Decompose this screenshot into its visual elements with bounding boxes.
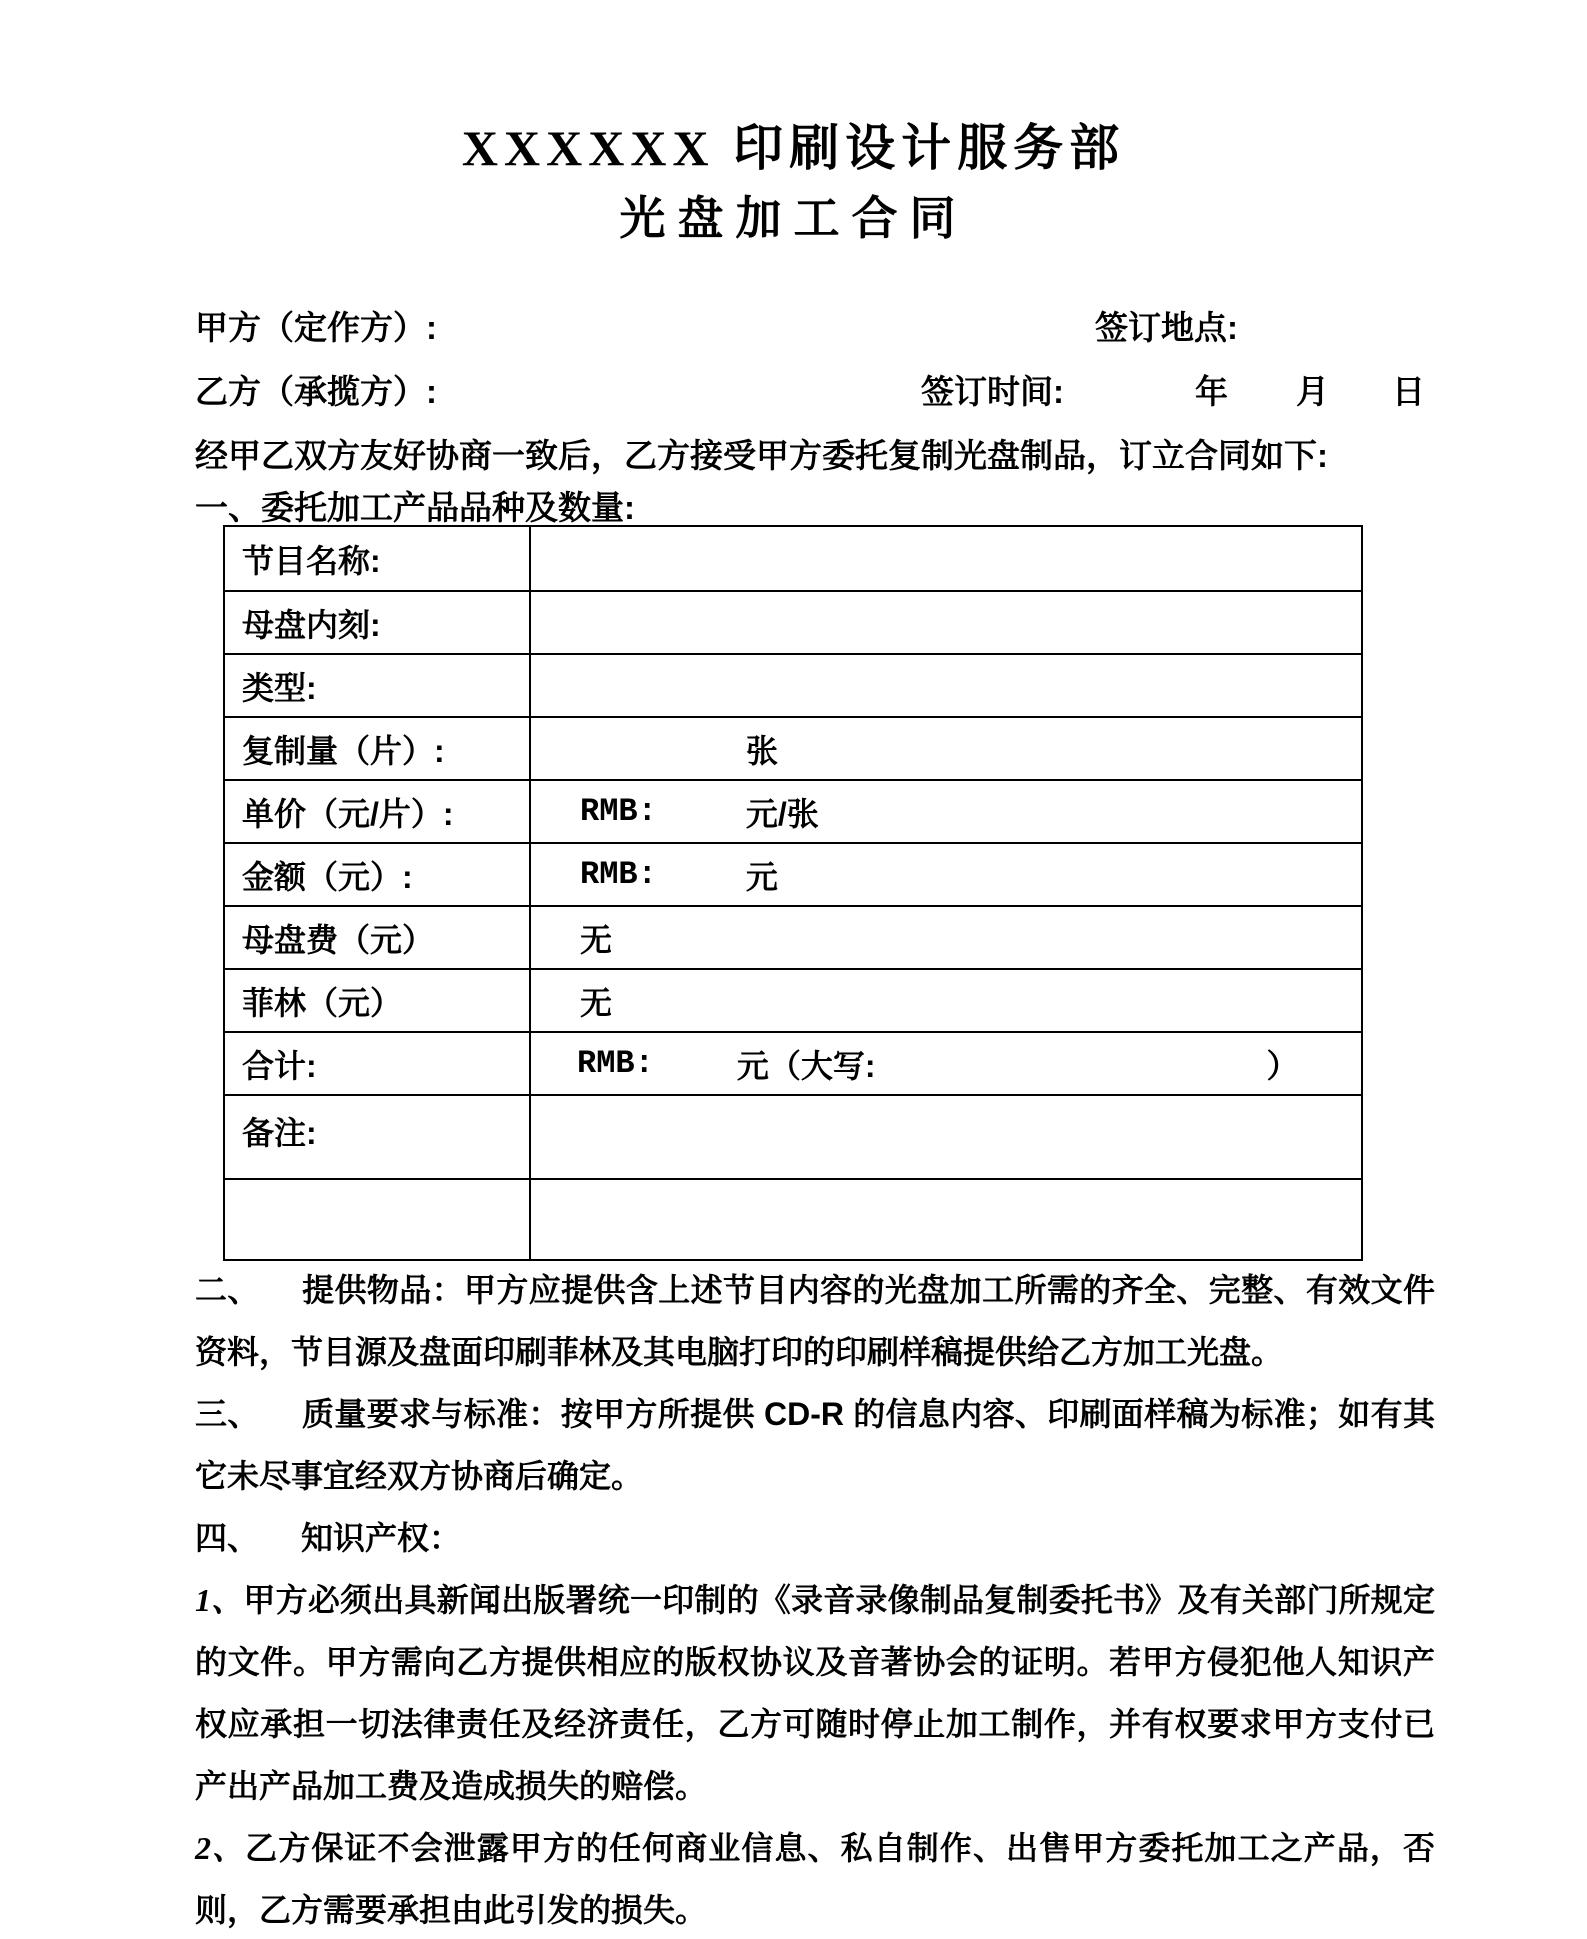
clause-four-item-2 <box>195 1817 1435 1939</box>
row-value-cell <box>529 592 1361 653</box>
closing-paren: ） <box>1266 1047 1299 1084</box>
party-b-label: 乙方（承揽方）: <box>195 373 437 410</box>
month-label: 月 <box>1296 373 1329 410</box>
contract-clauses <box>195 1259 1435 1939</box>
section-one-heading: 一、委托加工产品品种及数量: <box>195 489 635 526</box>
day-label: 日 <box>1392 373 1425 410</box>
rmb-label: RMB: <box>577 1045 654 1082</box>
item-2-body: 乙方保证不会泄露甲方的任何商业信息、私自制作、出售甲方委托加工之产品，否则，乙方需要承担由此引发的损失。 <box>195 1830 1435 1928</box>
row-label: 菲林（元） <box>242 984 403 1021</box>
row-value-cell <box>529 907 1361 968</box>
table-row-film-fee <box>225 968 1361 1031</box>
row-label: 单价（元/片）: <box>242 795 454 832</box>
row-label <box>225 1180 529 1259</box>
clause-four-item-1 <box>195 1569 1435 1817</box>
product-spec-table <box>223 525 1363 1261</box>
row-label: 母盘费（元） <box>242 921 435 958</box>
clause-two-number: 二、 <box>195 1272 260 1308</box>
table-row-master-disc <box>225 590 1361 653</box>
row-label: 类型: <box>242 669 317 706</box>
amount-in-words-label: 元（大写: <box>736 1047 876 1084</box>
clause-two <box>195 1259 1435 1383</box>
row-label: 备注: <box>242 1115 317 1151</box>
party-a-label: 甲方（定作方）: <box>195 309 437 346</box>
clause-three-body: 按甲方所提供 CD-R 的信息内容、印刷面样稿为标准；如有其它未尽事宜经双方协商后确定。 <box>195 1396 1435 1494</box>
none-value: 无 <box>580 984 613 1021</box>
item-2-number: 2、 <box>195 1830 246 1866</box>
row-value-cell <box>529 1180 1361 1259</box>
party-b-line <box>195 366 1435 413</box>
row-value-cell <box>529 844 1361 905</box>
table-row-copy-quantity <box>225 716 1361 779</box>
sign-time-label: 签订时间: <box>921 373 1064 410</box>
table-row-master-fee <box>225 905 1361 968</box>
unit-label: 张 <box>746 732 779 769</box>
table-row-total <box>225 1031 1361 1094</box>
row-label: 复制量（片）: <box>242 732 445 769</box>
row-value-cell <box>529 655 1361 716</box>
clause-two-title: 提供物品： <box>301 1272 465 1308</box>
clause-two-body: 甲方应提供含上述节目内容的光盘加工所需的齐全、完整、有效文件资料，节目源及盘面印刷菲林及其电脑打印的印刷样稿提供给乙方加工光盘。 <box>195 1272 1435 1370</box>
clause-three <box>195 1383 1435 1507</box>
row-label: 金额（元）: <box>242 858 413 895</box>
table-row-program-name <box>225 527 1361 590</box>
rmb-label: RMB: <box>580 793 657 830</box>
row-label: 节目名称: <box>242 542 381 579</box>
table-row-remarks <box>225 1094 1361 1178</box>
unit-label: 元 <box>745 858 778 895</box>
table-row-empty <box>225 1178 1361 1259</box>
clause-four-number: 四、 <box>195 1520 260 1556</box>
contract-title: 光盘加工合同 <box>619 193 968 244</box>
table-row-amount <box>225 842 1361 905</box>
unit-label: 元/张 <box>745 795 819 832</box>
year-label: 年 <box>1195 373 1228 410</box>
preamble-text: 经甲乙双方友好协商一致后，乙方接受甲方委托复制光盘制品，订立合同如下: <box>195 437 1328 474</box>
clause-three-number: 三、 <box>195 1396 260 1432</box>
rmb-label: RMB: <box>580 856 657 893</box>
table-row-unit-price <box>225 779 1361 842</box>
clause-three-title: 质量要求与标准： <box>301 1396 561 1432</box>
clause-four <box>195 1507 1435 1569</box>
none-value: 无 <box>580 921 613 958</box>
item-1-number: 1、 <box>195 1582 244 1618</box>
row-value-cell <box>529 1096 1361 1178</box>
clause-four-title: 知识产权： <box>301 1520 462 1556</box>
party-a-line <box>195 302 1435 349</box>
company-title: XXXXXX 印刷设计服务部 <box>461 120 1126 176</box>
sign-place-label: 签订地点: <box>1095 309 1238 346</box>
row-label: 合计: <box>242 1047 317 1084</box>
row-value-cell <box>529 527 1361 590</box>
row-label: 母盘内刻: <box>242 606 381 643</box>
table-row-type <box>225 653 1361 716</box>
item-1-body: 甲方必须出具新闻出版署统一印制的《录音录像制品复制委托书》及有关部门所规定的文件。甲方需向乙方提供相应的版权协议及音著协会的证明。若甲方侵犯他人知识产权应承担一切法律责任及经济责任，乙方可随时停止加工制作，并有权要求甲方支付已产出产品加工费及造成损失的赔偿。 <box>195 1582 1435 1804</box>
row-value-cell <box>529 1033 1361 1094</box>
row-value-cell <box>529 781 1361 842</box>
row-value-cell <box>529 718 1361 779</box>
row-value-cell <box>529 970 1361 1031</box>
